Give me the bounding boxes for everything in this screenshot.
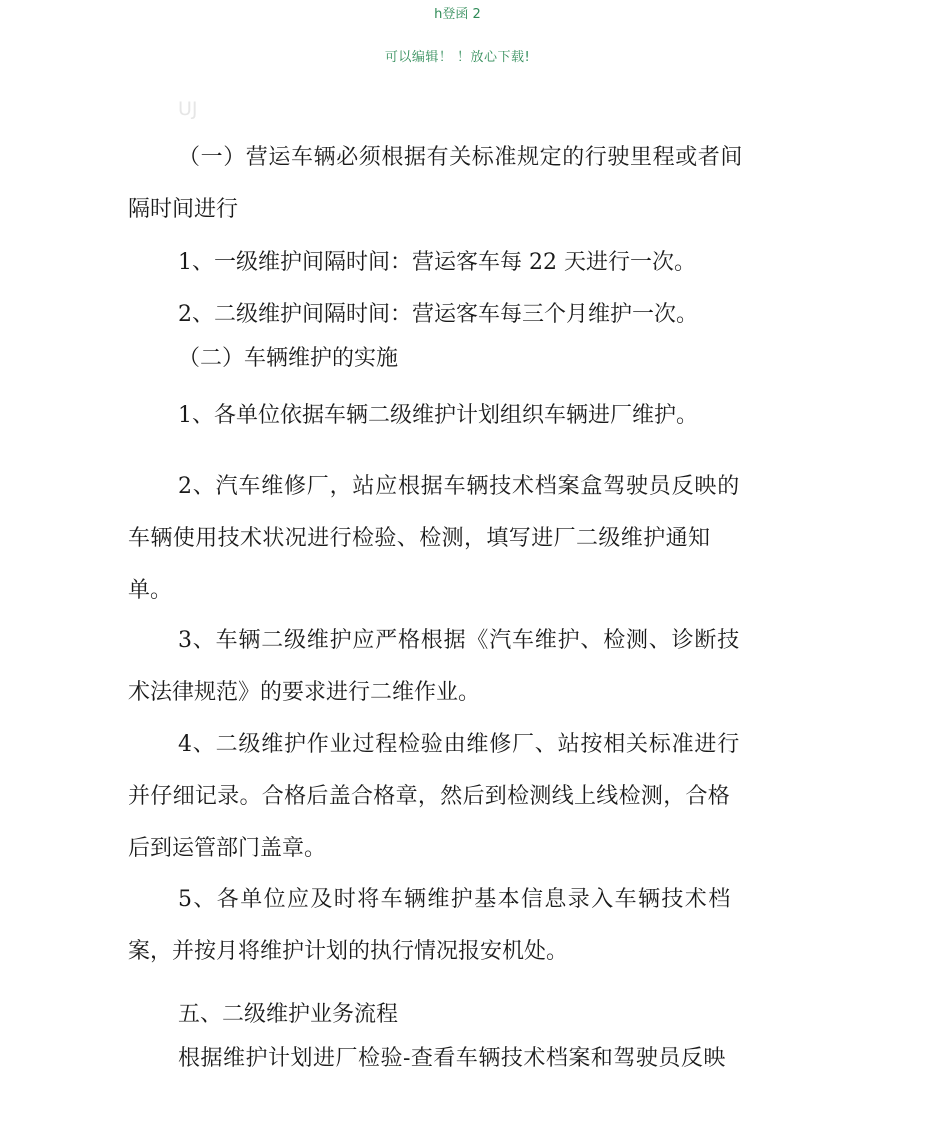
paragraph-line: 5、各单位应及时将车辆维护基本信息录入车辆技术档 — [178, 887, 732, 912]
paragraph-line: 4、二级维护作业过程检验由维修厂、站按相关标准进行 — [178, 732, 740, 757]
paragraph-workflow-text — [178, 1033, 788, 1085]
paragraph-line: 案，并按月将维护计划的执行情况报安机处。 — [128, 939, 569, 964]
watermark-text: UJ — [178, 98, 198, 120]
paragraph-item-1 — [178, 390, 788, 442]
paragraph-line: 单。 — [128, 578, 173, 603]
page-header-title: h登函 2 — [434, 7, 481, 22]
paragraph-line: 后到运管部门盖章。 — [128, 836, 327, 861]
paragraph-line: 并仔细记录。合格后盖合格章，然后到检测线上线检测，合格 — [128, 784, 731, 809]
paragraph-item-5 — [128, 874, 788, 978]
paragraph-item-4 — [128, 719, 788, 875]
paragraph-interval-requirement — [128, 132, 788, 236]
paragraph-first-level-interval — [178, 237, 788, 289]
paragraph-line: 根据维护计划进厂检验-查看车辆技术档案和驾驶员反映 — [178, 1046, 726, 1071]
paragraph-item-2 — [128, 461, 788, 617]
paragraph-line: 2、二级维护间隔时间：营运客车每三个月维护一次。 — [178, 302, 698, 327]
paragraph-line: 五、二级维护业务流程 — [178, 1002, 399, 1027]
paragraph-item-3 — [128, 615, 788, 719]
paragraph-line: 2、汽车维修厂，站应根据车辆技术档案盒驾驶员反映的 — [178, 474, 740, 499]
page-header-note: 可以编辑！ ！放心下载! — [384, 50, 531, 65]
paragraph-line: 1、一级维护间隔时间：营运客车每 22 天进行一次。 — [178, 250, 696, 275]
paragraph-line: 1、各单位依据车辆二级维护计划组织车辆进厂维护。 — [178, 403, 698, 428]
paragraph-line: （一）营运车辆必须根据有关标准规定的行驶里程或者间 — [178, 145, 744, 170]
paragraph-line: 3、车辆二级维护应严格根据《汽车维护、检测、诊断技 — [178, 628, 740, 653]
paragraph-line: 隔时间进行 — [128, 197, 239, 222]
paragraph-line: 车辆使用技术状况进行检验、检测，填写进厂二级维护通知 — [128, 526, 711, 551]
paragraph-line: 术法律规范》的要求进行二维作业。 — [128, 680, 481, 705]
paragraph-line: （二）车辆维护的实施 — [178, 346, 399, 371]
section-heading-implementation — [178, 333, 788, 385]
